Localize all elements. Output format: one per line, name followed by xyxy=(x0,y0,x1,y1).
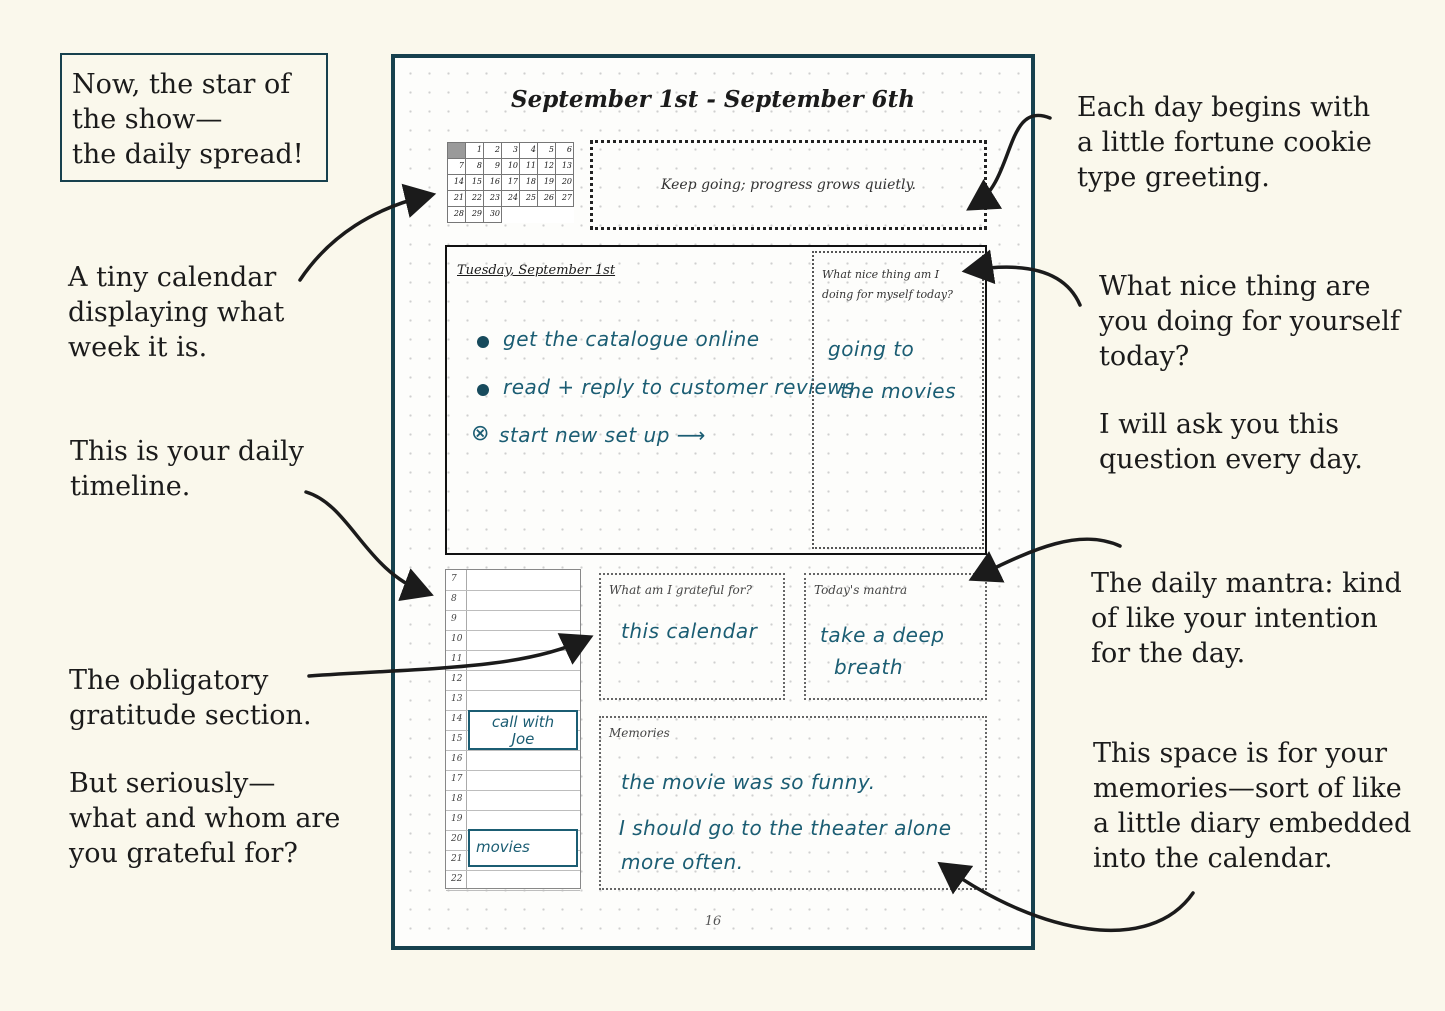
mini-calendar-day: 2 xyxy=(484,143,502,159)
annotation-line: today? xyxy=(1099,341,1190,372)
timeline-hour-label: 13 xyxy=(451,694,463,704)
memories-line: I should go to the theater alone xyxy=(619,816,952,840)
mini-calendar-day: 13 xyxy=(556,159,574,175)
annotation-line: The daily mantra: kind xyxy=(1091,568,1402,599)
mini-calendar-day: 30 xyxy=(484,207,502,223)
arrow-to-calendar xyxy=(300,196,426,280)
mini-calendar-day: 14 xyxy=(448,175,466,191)
annotation-line: The obligatory xyxy=(69,665,269,696)
annotation-line: A tiny calendar xyxy=(68,262,277,293)
arrow-to-gratitude xyxy=(309,640,584,676)
mini-calendar-day: 28 xyxy=(448,207,466,223)
mini-calendar-day: 19 xyxy=(538,175,556,191)
timeline-hour-label: 8 xyxy=(451,594,457,604)
intro-line: the show— xyxy=(72,104,223,135)
mini-calendar-day: 22 xyxy=(466,191,484,207)
timeline-hour-label: 20 xyxy=(451,834,463,844)
annotation-line: I will ask you this xyxy=(1099,409,1339,440)
day-title: Tuesday, September 1st xyxy=(457,263,616,278)
mini-calendar-day: 10 xyxy=(502,159,520,175)
timeline-hour-label: 21 xyxy=(451,854,463,864)
mini-calendar-day: 21 xyxy=(448,191,466,207)
timeline-hour-label: 14 xyxy=(451,714,463,724)
mini-calendar-day: 12 xyxy=(538,159,556,175)
intro-line: the daily spread! xyxy=(72,139,304,170)
arrow-to-greeting xyxy=(975,115,1050,205)
timeline-hour-label: 19 xyxy=(451,814,463,824)
timeline-hour-label: 18 xyxy=(451,794,463,804)
annotation-line: timeline. xyxy=(70,471,191,502)
arrow-to-timeline xyxy=(306,492,424,592)
gratitude-label: What am I grateful for? xyxy=(609,583,752,597)
annotation-line: for the day. xyxy=(1091,638,1246,669)
intro-line: Now, the star of xyxy=(72,69,291,100)
annotation-line: you doing for yourself xyxy=(1099,306,1400,337)
mini-calendar-day: 17 xyxy=(502,175,520,191)
annotation-line: of like your intention xyxy=(1091,603,1378,634)
timeline-event-line: Joe xyxy=(511,730,535,748)
memories-line: the movie was so funny. xyxy=(621,770,876,794)
timeline-hour-label: 17 xyxy=(451,774,463,784)
timeline-event-line: call with xyxy=(491,713,555,731)
annotation-line: This space is for your xyxy=(1093,738,1388,769)
annotation-line: Each day begins with xyxy=(1077,92,1371,123)
greeting-text: Keep going; progress grows quietly. xyxy=(661,177,916,193)
annotation-line: a little fortune cookie xyxy=(1077,127,1372,158)
mini-calendar-day: 7 xyxy=(448,159,466,175)
annotation-line: a little diary embedded xyxy=(1093,808,1412,839)
annotation-line: This is your daily xyxy=(70,436,304,467)
mini-calendar-day: 15 xyxy=(466,175,484,191)
mantra-label: Today's mantra xyxy=(814,583,908,597)
annotation-line: memories—sort of like xyxy=(1093,773,1402,804)
annotation-line: gratitude section. xyxy=(69,700,312,731)
timeline-hour-label: 11 xyxy=(451,654,463,664)
task-item: start new set up ⟶ xyxy=(499,423,706,447)
arrow-to-memories xyxy=(946,868,1193,930)
mini-calendar-day: 5 xyxy=(538,143,556,159)
mini-calendar-day: 25 xyxy=(520,191,538,207)
annotation-line: question every day. xyxy=(1099,444,1363,475)
timeline-hour-label: 7 xyxy=(451,574,457,584)
mantra-answer-line: take a deep xyxy=(820,623,945,647)
arrow-to-nice-thing xyxy=(972,267,1080,305)
timeline-hour-label: 10 xyxy=(451,634,463,644)
nice-thing-question: What nice thing am I doing for myself today? xyxy=(822,268,953,301)
timeline-hour-label: 22 xyxy=(451,874,463,884)
mini-calendar-day: 20 xyxy=(556,175,574,191)
timeline-hour-label: 12 xyxy=(451,674,463,684)
annotation-line: What nice thing are xyxy=(1099,271,1371,302)
week-title: September 1st - September 6th xyxy=(510,86,915,113)
mini-calendar-day: 26 xyxy=(538,191,556,207)
annotation-line: into the calendar. xyxy=(1093,843,1333,874)
timeline-hour-label: 9 xyxy=(451,614,457,624)
task-item: read + reply to customer reviews xyxy=(503,375,855,399)
mini-calendar-day: 11 xyxy=(520,159,538,175)
timeline-event-line: movies xyxy=(476,838,530,856)
mini-calendar-day: 6 xyxy=(556,143,574,159)
page-number: 16 xyxy=(704,914,722,929)
nice-thing-answer-line: going to xyxy=(828,337,915,361)
timeline-hour-label: 15 xyxy=(451,734,463,744)
mini-calendar-day: 29 xyxy=(466,207,484,223)
annotation-line: you grateful for? xyxy=(69,838,298,869)
mini-calendar-day: 23 xyxy=(484,191,502,207)
mini-calendar-day: 24 xyxy=(502,191,520,207)
mantra-answer-line: breath xyxy=(834,655,903,679)
mini-calendar-day: 4 xyxy=(520,143,538,159)
mini-calendar-day: 9 xyxy=(484,159,502,175)
mini-calendar-day: 3 xyxy=(502,143,520,159)
mini-calendar-day: 8 xyxy=(466,159,484,175)
annotation-line: week it is. xyxy=(68,332,208,363)
mini-calendar-day: 27 xyxy=(556,191,574,207)
task-crossed-icon: ⊗ xyxy=(471,421,490,446)
annotation-line: type greeting. xyxy=(1077,162,1270,193)
mini-calendar-day: 18 xyxy=(520,175,538,191)
memories-label: Memories xyxy=(609,726,670,740)
arrow-to-mantra xyxy=(978,539,1120,576)
task-item: get the catalogue online xyxy=(503,327,760,351)
mini-calendar-day: 1 xyxy=(466,143,484,159)
mini-calendar-day: 16 xyxy=(484,175,502,191)
memories-line: more often. xyxy=(621,850,744,874)
annotation-line: displaying what xyxy=(68,297,285,328)
nice-thing-answer-line: the movies xyxy=(840,379,957,403)
annotation-line: what and whom are xyxy=(69,803,341,834)
timeline-hour-label: 16 xyxy=(451,754,463,764)
gratitude-answer: this calendar xyxy=(621,619,758,643)
annotation-line: But seriously— xyxy=(69,768,276,799)
